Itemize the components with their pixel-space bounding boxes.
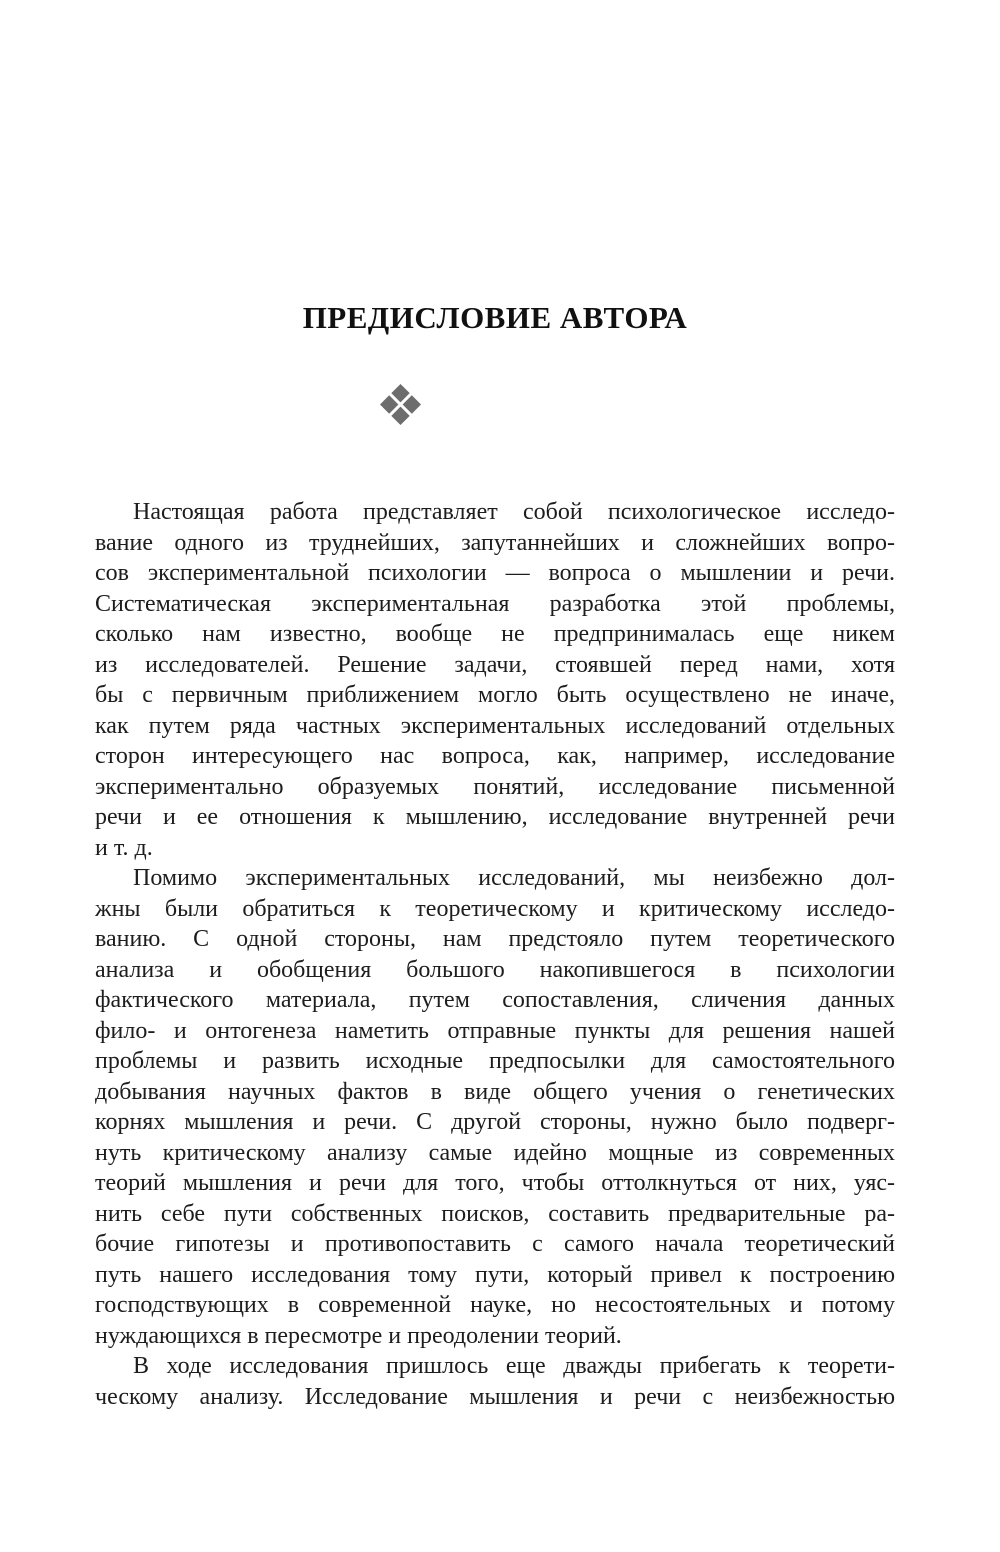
text-line: сторон интересующего нас вопроса, как, например, исследование	[95, 743, 895, 769]
body-text	[95, 497, 895, 1412]
text-line: Систематическая экспериментальная разработка этой проблемы,	[95, 590, 895, 617]
text-line: фактического материала, путем сопоставления, сличения данных	[95, 987, 895, 1013]
text-line: ванию. С одной стороны, нам предстояло путем теоретического	[95, 926, 895, 952]
text-line: бочие гипотезы и противопоставить с самого начала теоретический	[95, 1231, 895, 1257]
text-line: вание одного из труднейших, запутаннейших и сложнейших вопро-	[95, 529, 895, 556]
text-line: Настоящая работа представляет собой психологическое исследо-	[133, 499, 895, 525]
text-line: экспериментально образуемых понятий, исследование письменной	[95, 773, 895, 800]
text-line: господствующих в современной науке, но несостоятельных и потому	[95, 1292, 895, 1318]
text-line: нуждающихся в пересмотре и преодолении теорий.	[95, 1322, 622, 1349]
text-line: как путем ряда частных экспериментальных исследований отдельных	[95, 712, 895, 739]
text-line: корнях мышления и речи. С другой стороны, нужно было подверг-	[95, 1109, 895, 1135]
text-line: сколько нам известно, вообще не предпринималась еще никем	[95, 621, 895, 647]
text-line: анализа и обобщения большого накопившегося в психологии	[95, 956, 895, 983]
text-line: нуть критическому анализу самые идейно мощные из современных	[95, 1139, 895, 1166]
text-line: путь нашего исследования тому пути, который привел к построению	[95, 1261, 895, 1288]
text-line: и т. д.	[95, 834, 153, 861]
text-line: добывания научных фактов в виде общего учения о генетических	[95, 1078, 895, 1105]
text-line: теорий мышления и речи для того, чтобы оттолкнуться от них, уяс-	[95, 1170, 895, 1196]
text-line: Помимо экспериментальных исследований, мы неизбежно дол-	[133, 865, 895, 891]
text-line: нить себе пути собственных поисков, составить предварительные ра-	[95, 1200, 895, 1227]
text-line: проблемы и развить исходные предпосылки для самостоятельного	[95, 1048, 895, 1074]
page-title: ПРЕДИСЛОВИЕ АВТОРА	[302, 300, 688, 335]
four-diamonds-ornament-icon	[0, 379, 800, 429]
text-line: из исследователей. Решение задачи, стоявшей перед нами, хотя	[95, 651, 895, 678]
text-line: речи и ее отношения к мышлению, исследование внутренней речи	[95, 804, 895, 830]
text-line: В ходе исследования пришлось еще дважды прибегать к теорети-	[133, 1353, 895, 1379]
text-line: ческому анализу. Исследование мышления и речи с неизбежностью	[95, 1383, 895, 1410]
text-line: бы с первичным приближением могло быть осуществлено не иначе,	[95, 682, 895, 708]
four-diamonds-cluster	[379, 383, 420, 424]
text-line: жны были обратиться к теоретическому и критическому исследо-	[95, 895, 895, 922]
text-line: сов экспериментальной психологии — вопроса о мышлении и речи.	[95, 560, 895, 586]
text-line: фило- и онтогенеза наметить отправные пункты для решения нашей	[95, 1017, 895, 1044]
